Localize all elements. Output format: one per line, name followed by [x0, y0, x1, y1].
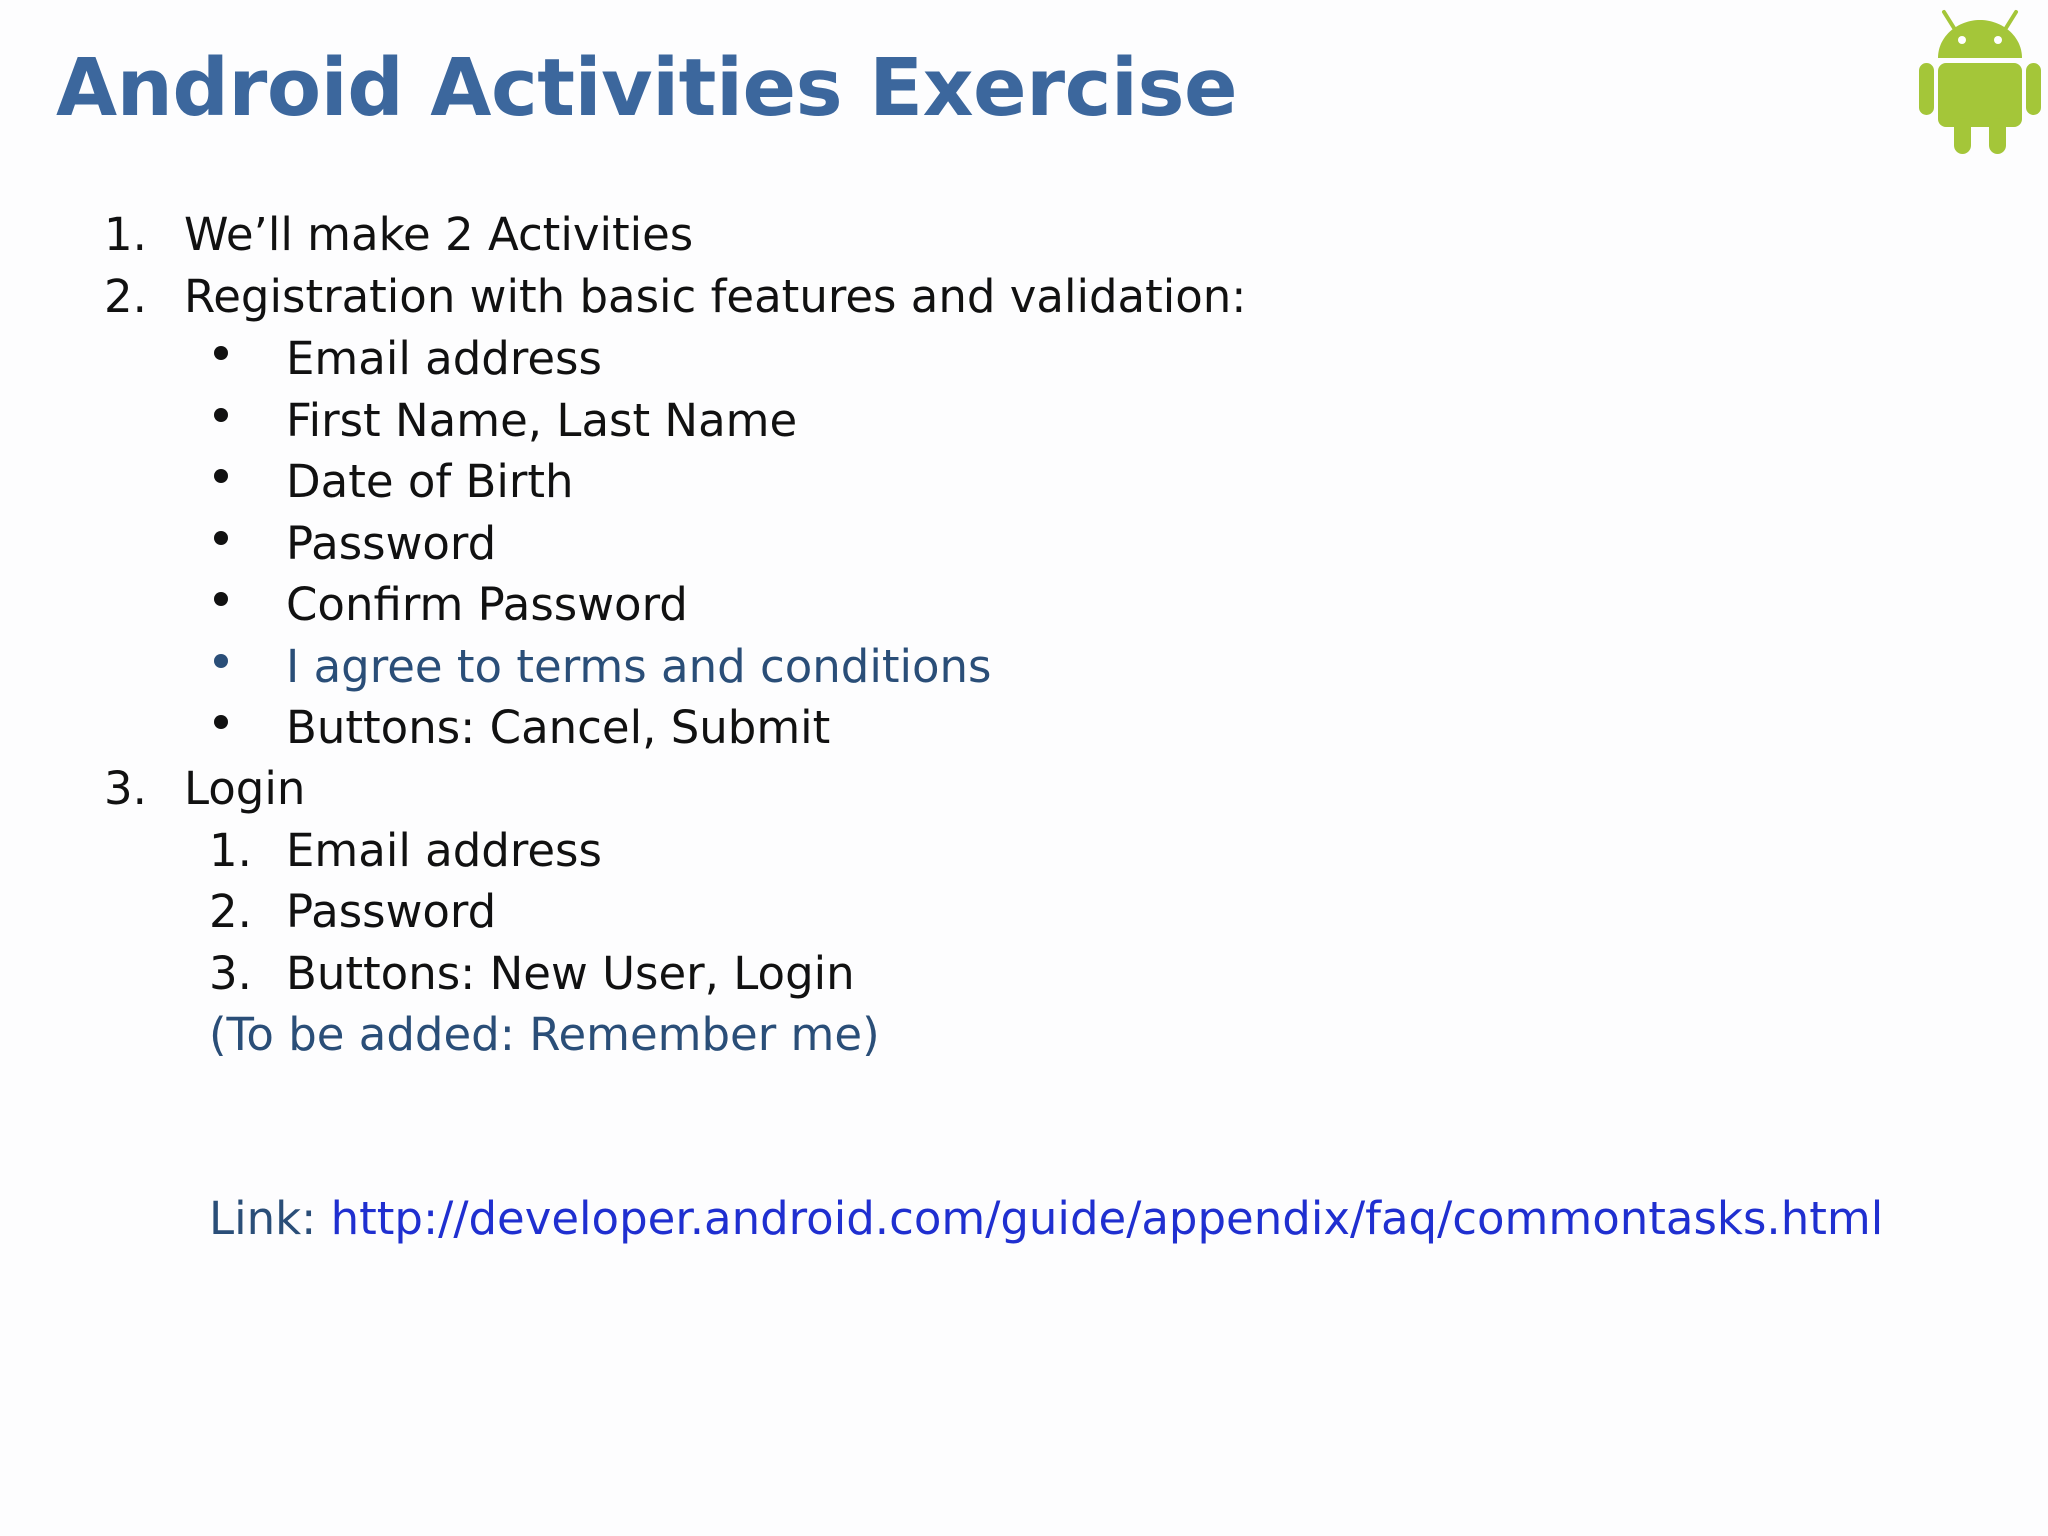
- list-item: Password: [286, 885, 497, 938]
- list-item: Login: [184, 762, 306, 815]
- bullet-icon: [214, 715, 228, 729]
- bullet-icon: [214, 408, 228, 422]
- list-number: 2.: [104, 270, 147, 323]
- page-title: Android Activities Exercise: [56, 42, 1238, 134]
- bullet-icon: [214, 654, 228, 668]
- list-item: Email address: [286, 824, 602, 877]
- list-number: 3.: [104, 762, 147, 815]
- list-item: Buttons: Cancel, Submit: [286, 701, 831, 754]
- note-text: (To be added: Remember me): [209, 1008, 880, 1061]
- bullet-icon: [214, 592, 228, 606]
- list-item: Password: [286, 517, 497, 570]
- list-item: Buttons: New User, Login: [286, 947, 855, 1000]
- bullet-icon: [214, 531, 228, 545]
- list-item: I agree to terms and conditions: [286, 640, 992, 693]
- bullet-icon: [214, 469, 228, 483]
- list-item: Confirm Password: [286, 578, 688, 631]
- bullet-icon: [214, 346, 228, 360]
- list-item: Email address: [286, 332, 602, 385]
- android-robot-icon: [1916, 6, 2044, 154]
- link-label: Link:: [209, 1192, 331, 1245]
- reference-link[interactable]: http://developer.android.com/guide/appendix/faq/commontasks.html: [330, 1192, 1884, 1245]
- list-item: Registration with basic features and validation:: [184, 270, 1247, 323]
- list-number: 2.: [209, 885, 252, 938]
- list-item: Date of Birth: [286, 455, 574, 508]
- list-item: First Name, Last Name: [286, 394, 798, 447]
- reference-link-line: [209, 1188, 1883, 1250]
- list-number: 1.: [104, 208, 147, 261]
- list-number: 1.: [209, 824, 252, 877]
- list-number: 3.: [209, 947, 252, 1000]
- list-item: We’ll make 2 Activities: [184, 208, 694, 261]
